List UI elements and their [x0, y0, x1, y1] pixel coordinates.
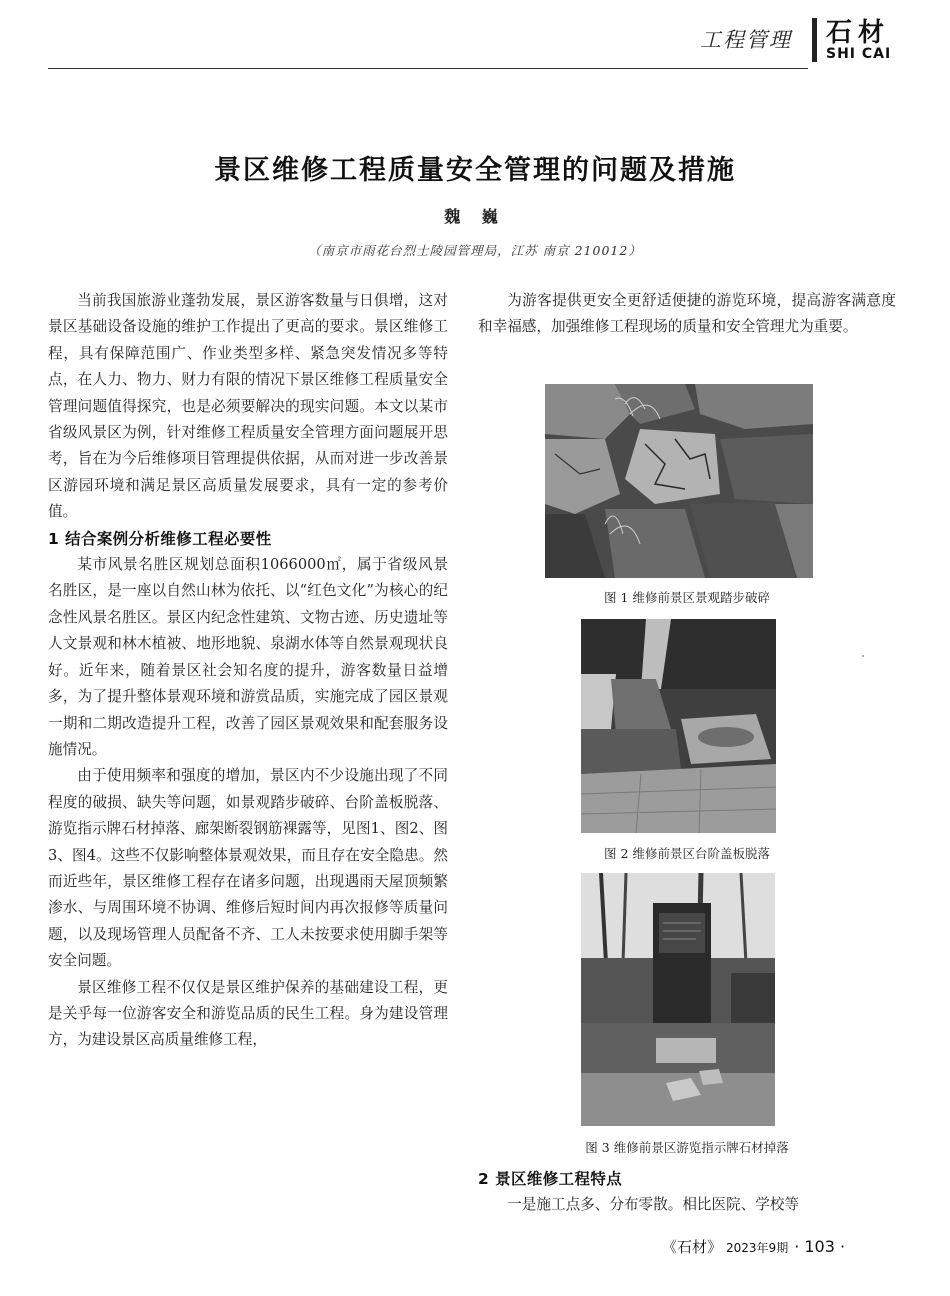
footer-journal: 《石材》	[662, 1238, 723, 1256]
section-heading-1: 1 结合案例分析维修工程必要性	[48, 529, 272, 548]
body-paragraph: 由于使用频率和强度的增加，景区内不少设施出现了不同程度的破损、缺失等问题，如景观踏步破碎、台阶盖板脱落、游览指示牌石材掉落、廊架断裂钢筋裸露等，见图1、图2、图3、图4。这些不仅影响整体景观效果，而且存在安全隐患。然而近些年，景区维修工程存在诸多问题，出现遇雨天屋顶频繁渗水、与周围环境不协调、维修后短时间内再次报修等质量问题，以及现场管理人员配备不齐、工人未按要求使用脚手架等安全问题。	[48, 767, 448, 970]
body-paragraph: 为游客提供更安全更舒适便捷的游览环境，提高游客满意度和幸福感，加强维修工程现场的质量和安全管理尤为重要。	[478, 292, 896, 336]
scan-speck	[862, 655, 864, 657]
body-paragraph: 一是施工点多、分布零散。相比医院、学校等	[507, 1196, 800, 1214]
right-column-bottom	[478, 1166, 896, 1219]
page-number: · 103 ·	[794, 1237, 846, 1256]
author-affiliation: （南京市雨花台烈士陵园管理局，江苏 南京 210012）	[308, 243, 642, 258]
header-rule	[48, 68, 808, 69]
left-column	[48, 288, 448, 1054]
journal-brand-en: SHI CAI	[826, 46, 892, 62]
footer-issue: 2023年9期	[726, 1241, 789, 1255]
figure-3-photo	[581, 873, 775, 1126]
journal-brand: 石材	[826, 18, 891, 48]
right-column-top	[478, 288, 896, 341]
figure-2-photo	[581, 619, 776, 833]
body-paragraph: 某市风景名胜区规划总面积1066000㎡，属于省级风景名胜区，是一座以自然山林为依托、以“红色文化”为核心的纪念性风景名胜区。景区内纪念性建筑、文物古迹、历史遗址等人文景观和林木植被、地形地貌、泉湖水体等自然景观现状良好。近年来，随着景区社会知名度的提升，游客数量日益增多，为了提升整体景观环境和游赏品质，实施完成了园区景观一期和二期改造提升工程，改善了园区景观效果和配套服务设施情况。	[48, 556, 448, 758]
article-author: 魏 巍	[444, 207, 506, 226]
figure-3-caption: 图 3 维修前景区游览指示牌石材掉落	[585, 1140, 789, 1155]
page-footer	[662, 1236, 845, 1257]
figure-2-caption: 图 2 维修前景区台阶盖板脱落	[604, 846, 770, 861]
section-heading-2: 2 景区维修工程特点	[478, 1170, 623, 1188]
header-divider	[812, 18, 817, 62]
body-paragraph: 景区维修工程不仅仅是景区维护保养的基础建设工程，更是关乎每一位游客安全和游览品质的民生工程。身为建设管理方，为建设景区高质量维修工程，	[48, 978, 448, 1049]
figure-1-photo	[545, 384, 813, 578]
article-title: 景区维修工程质量安全管理的问题及措施	[214, 155, 736, 186]
intro-paragraph: 当前我国旅游业蓬勃发展，景区游客数量与日俱增，这对景区基础设备设施的维护工作提出了更高的要求。景区维修工程，具有保障范围广、作业类型多样、紧急突发情况多等特点，在人力、物力、财力有限的情况下景区维修工程质量安全管理问题值得探究，也是必须要解决的现实问题。本文以某市省级风景区为例，针对维修工程质量安全管理方面问题展开思考，旨在为今后维修项目管理提供依据，从而对进一步改善景区游园环境和满足景区高质量发展要求，具有一定的参考价值。	[48, 292, 448, 521]
figure-1-caption: 图 1 维修前景区景观踏步破碎	[604, 590, 770, 605]
section-label: 工程管理	[700, 28, 792, 52]
